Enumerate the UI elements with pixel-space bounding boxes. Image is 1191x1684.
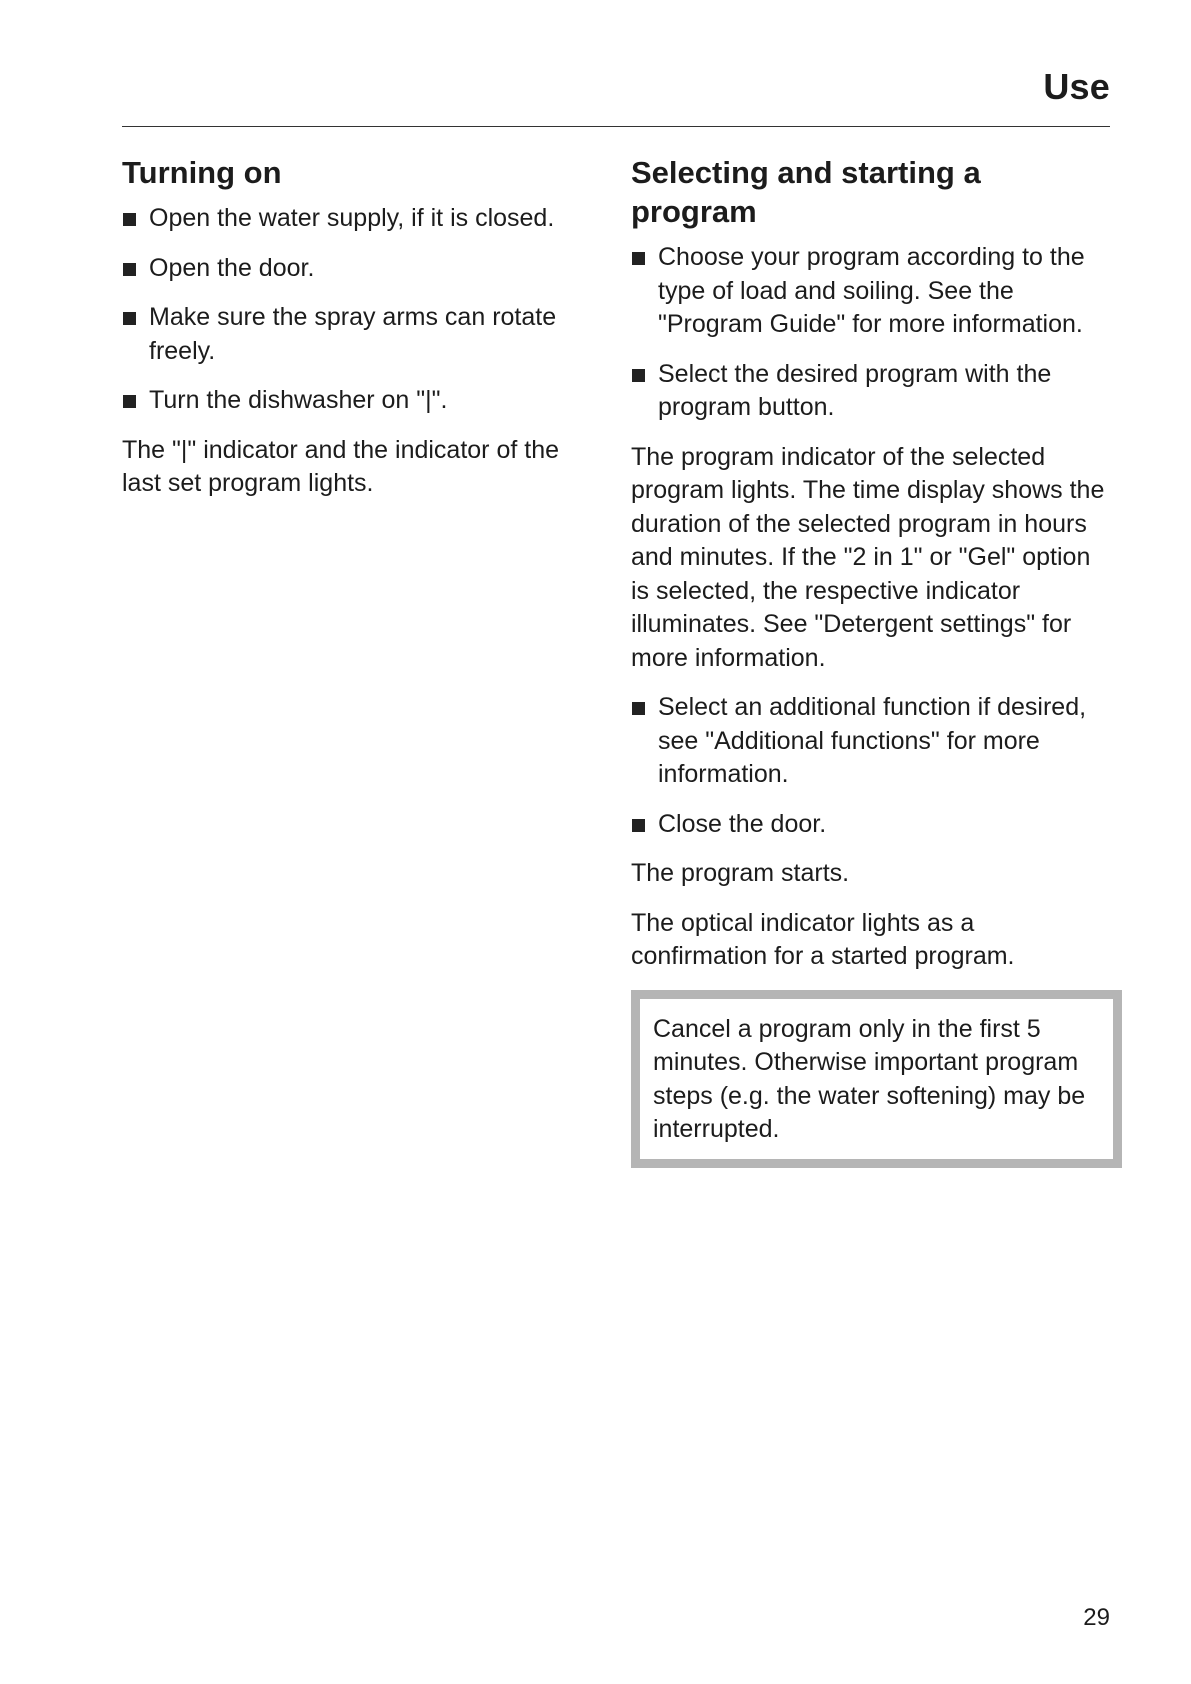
square-bullet-icon	[632, 702, 645, 715]
square-bullet-icon	[632, 369, 645, 382]
square-bullet-icon	[123, 263, 136, 276]
program-starts-paragraph: The program starts.	[631, 859, 850, 887]
list-item	[631, 808, 1111, 842]
page-number: 29	[1083, 1604, 1110, 1631]
page-header	[122, 62, 1110, 127]
list-item	[122, 301, 602, 368]
program-steps-b	[631, 691, 1111, 841]
turning-on-section	[122, 153, 602, 517]
list-item-text: Open the water supply, if it is closed.	[149, 204, 555, 232]
list-item-text: Close the door.	[658, 809, 827, 838]
note-box: Cancel a program only in the first 5 minutes. Otherwise important program steps (e.g. the water softening) may be interrupted.	[631, 990, 1122, 1168]
program-steps-a	[631, 241, 1111, 425]
program-section	[631, 153, 1111, 1168]
list-item-text: Choose your program according to the type of load and soiling. See the "Program Guide" for more information.	[658, 243, 1085, 338]
optical-indicator-paragraph: The optical indicator lights as a confirmation for a started program.	[631, 908, 1015, 970]
list-item	[631, 691, 1111, 792]
list-item-text: Select the desired program with the program button.	[658, 359, 1052, 421]
section-label: Use	[1043, 66, 1110, 107]
list-item	[122, 384, 602, 418]
square-bullet-icon	[632, 252, 645, 265]
square-bullet-icon	[123, 395, 136, 408]
program-indicator-paragraph: The program indicator of the selected program lights. The time display shows the duration of the selected program in hours and minutes. If the "2 in 1" or "Gel" option is selected, the respective indicator illuminates. See "Detergent settings" for more information.	[631, 442, 1105, 672]
square-bullet-icon	[123, 312, 136, 325]
list-item-text: Open the door.	[149, 253, 315, 282]
turning-on-steps	[122, 202, 602, 418]
square-bullet-icon	[123, 213, 136, 226]
list-item-text: Make sure the spray arms can rotate freely.	[149, 303, 557, 365]
turning-on-heading: Turning on	[122, 155, 282, 190]
list-item	[122, 202, 602, 236]
turning-on-result: The "|" indicator and the indicator of the last set program lights.	[122, 435, 559, 497]
program-heading: Selecting and starting a program	[631, 155, 981, 229]
list-item-text: Turn the dishwasher on "|".	[149, 386, 448, 414]
list-item	[122, 252, 602, 286]
square-bullet-icon	[632, 819, 645, 832]
list-item-text: Select an additional function if desired, see "Additional functions" for more information.	[658, 693, 1087, 788]
list-item	[631, 358, 1111, 425]
list-item	[631, 241, 1111, 342]
